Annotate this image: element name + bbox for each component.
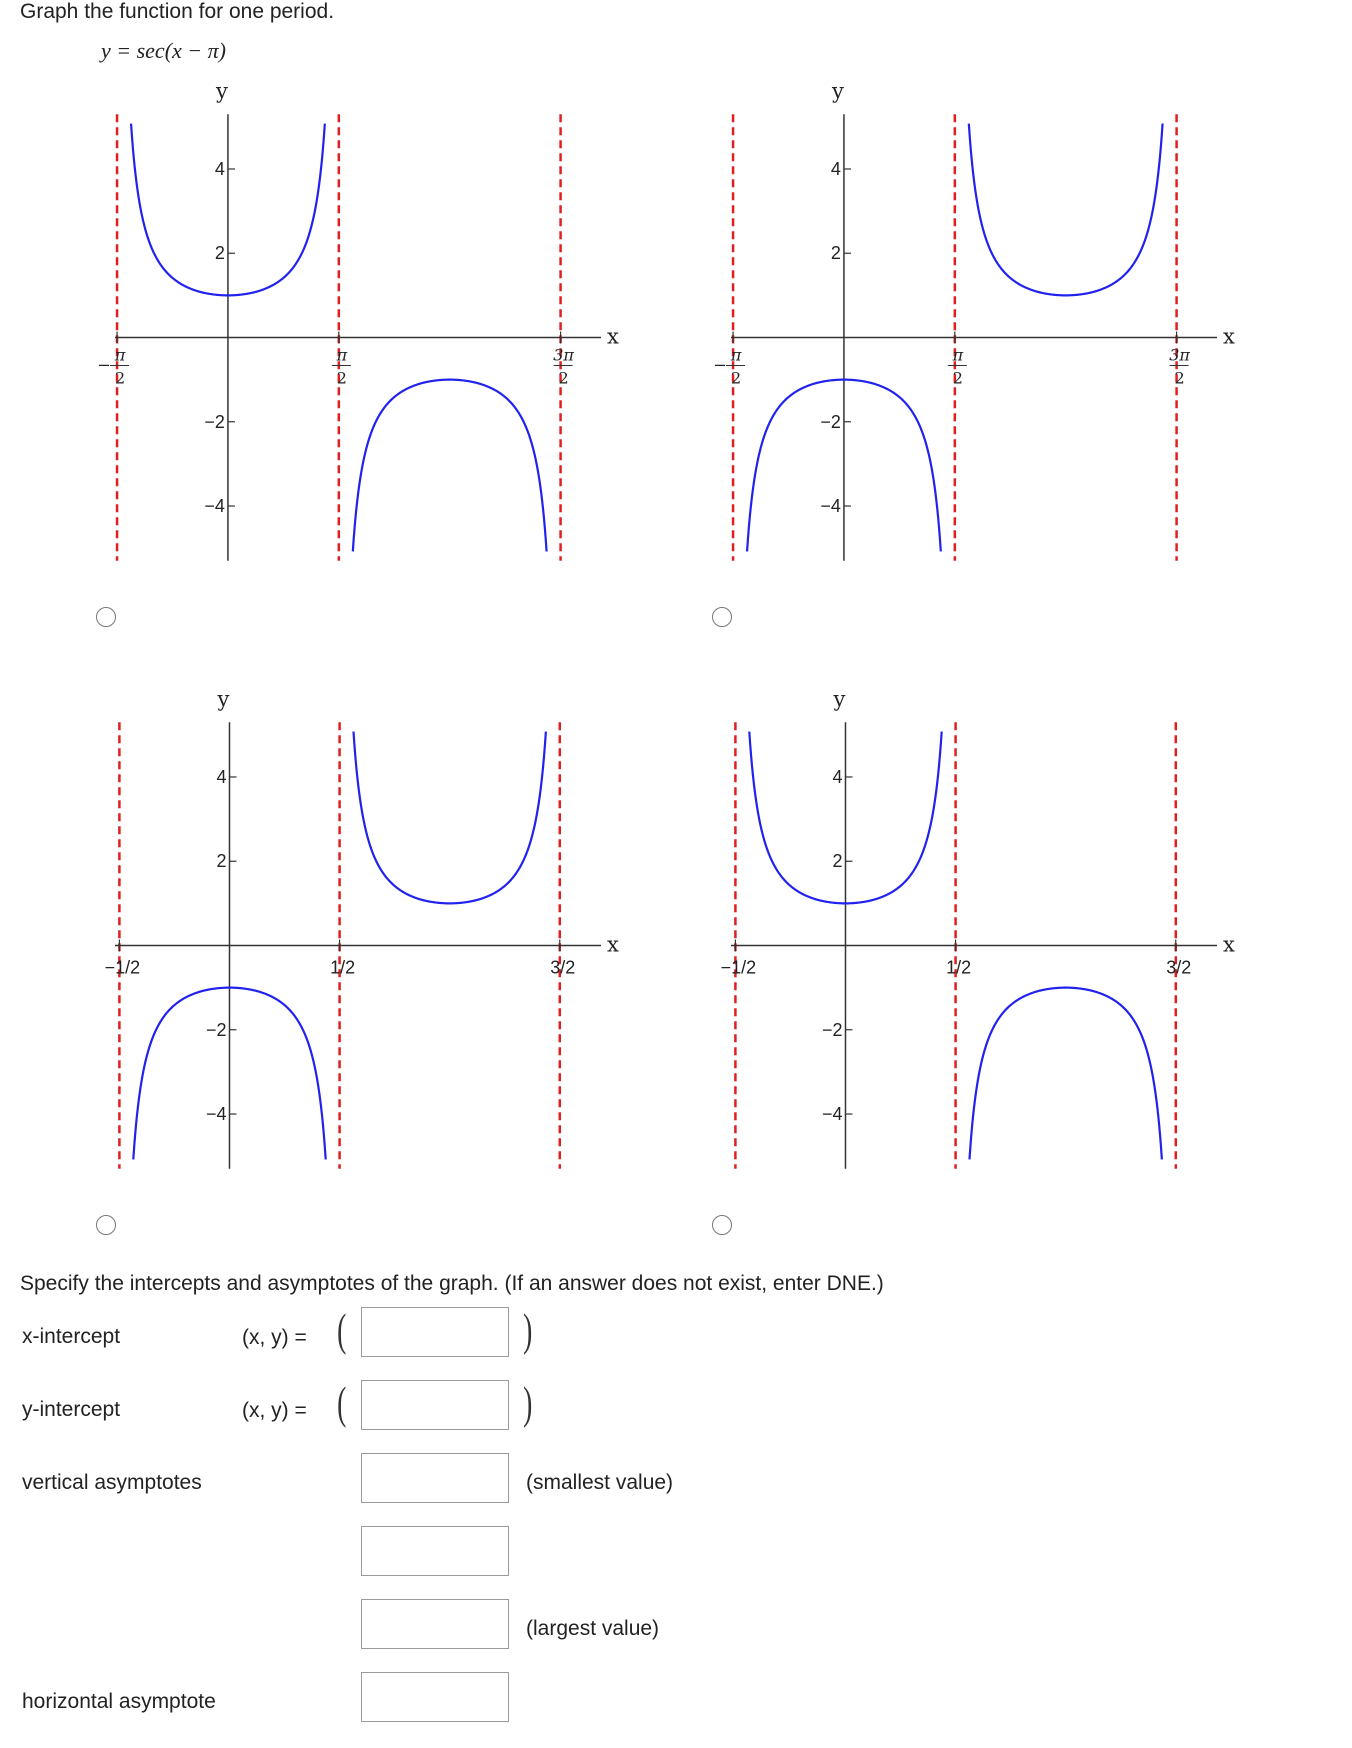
- y-tick-label: 2: [832, 851, 843, 872]
- x-axis-label: x: [607, 932, 619, 957]
- x-tick-label: −1/2: [720, 957, 757, 978]
- y-intercept-label: y-intercept: [22, 1398, 121, 1421]
- x-tick-label: 3/2: [550, 957, 576, 978]
- x-tick-label-numerator: π: [952, 345, 964, 365]
- y-axis-label: y: [217, 687, 230, 711]
- x-intercept-input[interactable]: [361, 1307, 509, 1357]
- y-tick-label: 2: [214, 243, 225, 264]
- x-tick-label-numerator: 3π: [553, 345, 574, 365]
- graph-c-svg: [104, 687, 675, 1233]
- x-tick-label-denominator: 2: [730, 368, 742, 388]
- x-tick-label: 1/2: [946, 957, 972, 978]
- x-intercept-close-paren: ): [523, 1304, 533, 1355]
- option-d-radio[interactable]: [712, 1215, 732, 1235]
- graph-b-svg: [713, 79, 1291, 625]
- x-tick-label: 3/2: [1166, 957, 1192, 978]
- vertical-asymptote-input-2[interactable]: [361, 1526, 509, 1576]
- secant-branch-2: [969, 988, 1161, 1160]
- x-tick-label-numerator: 3π: [1169, 345, 1190, 365]
- x-tick-label-numerator: π: [730, 345, 742, 365]
- x-tick-label-denominator: 2: [336, 368, 347, 388]
- y-tick-label: 4: [830, 158, 841, 179]
- x-tick-label-denominator: 2: [114, 368, 126, 388]
- horizontal-asymptote-input[interactable]: [361, 1672, 509, 1722]
- x-tick-label-sign: −: [97, 355, 111, 375]
- y-tick-label: −4: [821, 1104, 843, 1125]
- answer-instructions: Specify the intercepts and asymptotes of the graph. (If an answer does not exist, enter DNE.): [20, 1272, 884, 1295]
- x-intercept-label: x-intercept: [22, 1325, 121, 1348]
- x-axis-label: x: [1223, 932, 1235, 957]
- y-tick-label: −2: [204, 411, 225, 432]
- x-axis-label: x: [607, 324, 619, 349]
- graph-option-a: [97, 79, 675, 625]
- y-axis-label: y: [216, 79, 228, 103]
- function-label: y = sec(x − π): [101, 38, 226, 63]
- secant-branch-2: [353, 380, 547, 552]
- vertical-asymptote-input-1[interactable]: [361, 1453, 509, 1503]
- largest-value-note: (largest value): [526, 1617, 660, 1640]
- y-tick-label: −2: [820, 411, 841, 432]
- x-tick-label-denominator: 2: [558, 368, 569, 388]
- y-tick-label: −2: [205, 1019, 227, 1040]
- x-tick-label-numerator: π: [114, 345, 126, 365]
- x-tick-label-denominator: 2: [952, 368, 963, 388]
- graph-option-c: [104, 687, 675, 1233]
- y-tick-label: −2: [821, 1019, 843, 1040]
- y-tick-label: −4: [204, 496, 225, 517]
- x-intercept-eq: (x, y) =: [242, 1326, 307, 1349]
- secant-branch-2: [969, 124, 1163, 296]
- y-intercept-input[interactable]: [361, 1380, 509, 1430]
- option-b-radio[interactable]: [712, 607, 732, 627]
- vertical-asymptote-input-3[interactable]: [361, 1599, 509, 1649]
- y-tick-label: 4: [214, 158, 225, 179]
- x-tick-label-denominator: 2: [1174, 368, 1185, 388]
- vertical-asymptotes-label: vertical asymptotes: [22, 1471, 202, 1494]
- y-tick-label: 2: [830, 243, 841, 264]
- y-axis-label: y: [833, 687, 846, 711]
- x-tick-label-sign: −: [713, 355, 727, 375]
- graph-option-d: [720, 687, 1291, 1233]
- graph-d-svg: [720, 687, 1291, 1233]
- y-intercept-eq: (x, y) =: [242, 1399, 307, 1422]
- x-axis-label: x: [1223, 324, 1235, 349]
- x-tick-label: −1/2: [104, 957, 141, 978]
- secant-branch-2: [353, 732, 545, 904]
- x-tick-label: 1/2: [330, 957, 356, 978]
- y-tick-label: 2: [216, 851, 227, 872]
- horizontal-asymptote-label: horizontal asymptote: [22, 1690, 216, 1713]
- x-tick-label-numerator: π: [336, 345, 348, 365]
- y-intercept-open-paren: (: [337, 1377, 347, 1428]
- y-axis-label: y: [832, 79, 844, 103]
- y-tick-label: 4: [832, 766, 843, 787]
- graph-a-svg: [97, 79, 675, 625]
- option-c-radio[interactable]: [96, 1215, 116, 1235]
- question-prompt: Graph the function for one period.: [20, 0, 335, 23]
- x-intercept-open-paren: (: [337, 1304, 347, 1355]
- y-tick-label: −4: [820, 496, 841, 517]
- y-tick-label: −4: [205, 1104, 227, 1125]
- y-tick-label: 4: [216, 766, 227, 787]
- smallest-value-note: (smallest value): [526, 1471, 674, 1494]
- y-intercept-close-paren: ): [523, 1377, 533, 1428]
- option-a-radio[interactable]: [96, 607, 116, 627]
- graph-option-b: [713, 79, 1291, 625]
